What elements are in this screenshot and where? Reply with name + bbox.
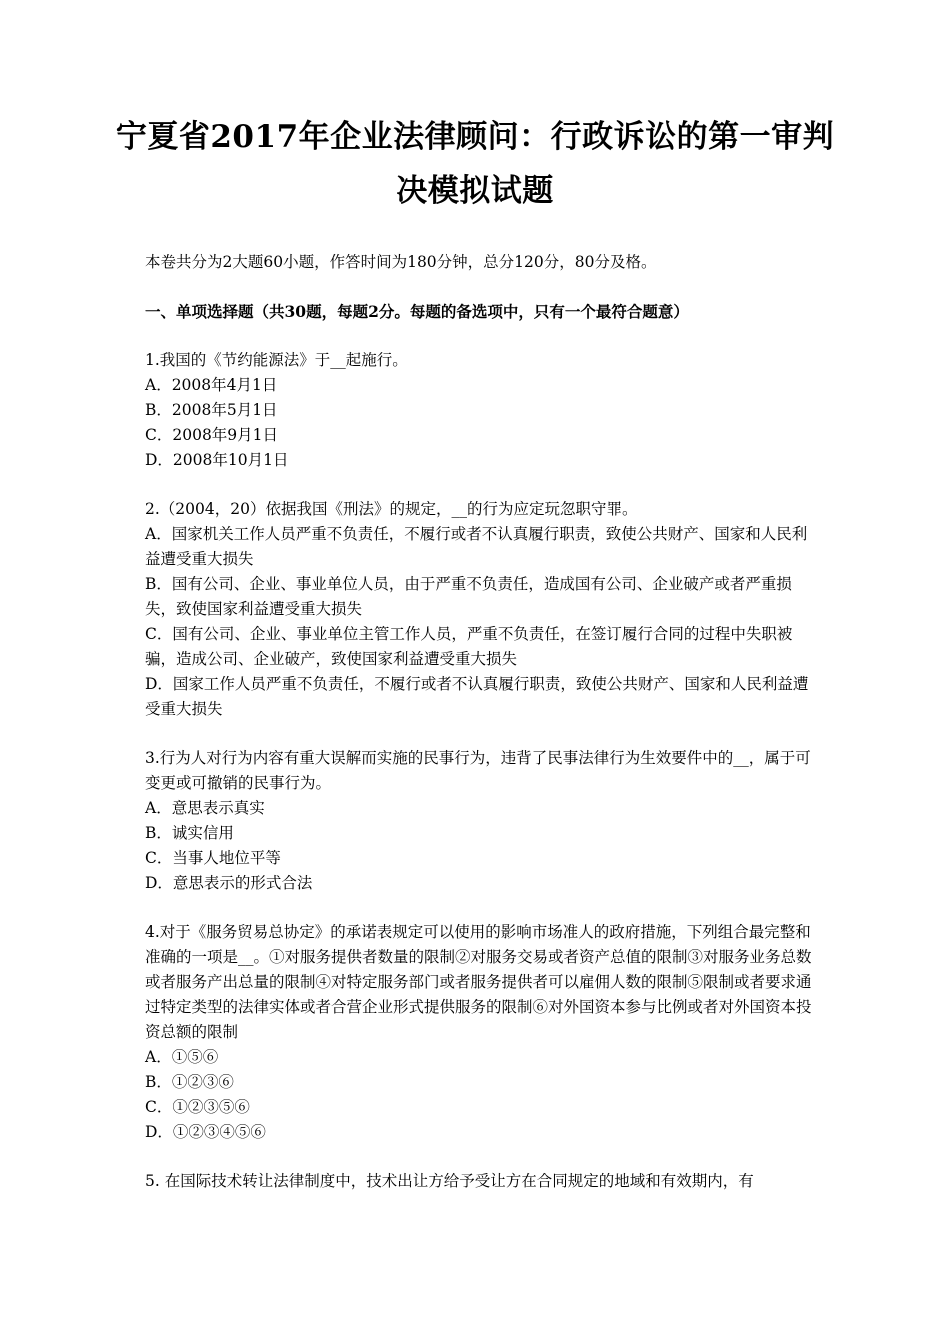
question-2 xyxy=(145,497,815,722)
option-d: D．国家工作人员严重不负责任，不履行或者不认真履行职责，致使公共财产、国家和人民利益遭受重大损失 xyxy=(145,675,809,718)
option-b: B．2008年5月1日 xyxy=(145,401,278,419)
document-title xyxy=(100,110,850,218)
question-stem: 1.我国的《节约能源法》于__起施行。 xyxy=(145,351,408,369)
option-a: A．国家机关工作人员严重不负责任，不履行或者不认真履行职责，致使公共财产、国家和人民利益遭受重大损失 xyxy=(145,525,808,568)
option-a: A．意思表示真实 xyxy=(145,799,265,817)
option-c: C．2008年9月1日 xyxy=(145,426,279,444)
question-4 xyxy=(145,920,815,1145)
question-5 xyxy=(145,1169,815,1194)
exam-intro: 本卷共分为2大题60小题，作答时间为180分钟，总分120分，80分及格。 xyxy=(145,253,657,271)
title-line-2: 决模拟试题 xyxy=(396,173,554,209)
section-heading: 一、单项选择题（共30题，每题2分。每题的备选项中，只有一个最符合题意） xyxy=(145,302,689,321)
option-c: C．当事人地位平等 xyxy=(145,849,281,867)
option-a: A．①⑤⑥ xyxy=(145,1048,219,1066)
question-stem: 2.（2004，20）依据我国《刑法》的规定，__的行为应定玩忽职守罪。 xyxy=(145,500,638,518)
option-b: B．国有公司、企业、事业单位人员，由于严重不负责任，造成国有公司、企业破产或者严重损失，致使国家利益遭受重大损失 xyxy=(145,575,792,618)
option-b: B．诚实信用 xyxy=(145,824,234,842)
option-d: D．①②③④⑤⑥ xyxy=(145,1123,266,1141)
option-b: B．①②③⑥ xyxy=(145,1073,234,1091)
option-d: D．2008年10月1日 xyxy=(145,451,289,469)
question-stem: 4.对于《服务贸易总协定》的承诺表规定可以使用的影响市场准人的政府措施，下列组合最完整和准确的一项是__。①对服务提供者数量的限制②对服务交易或者资产总值的限制③对服务业务总数或者服务产出总量的限制④对特定服务部门或者服务提供者可以雇佣人数的限制⑤限制或者要求通过特定类型的法律实体或者合营企业形式提供服务的限制⑥对外国资本参与比例或者对外国资本投资总额的限制 xyxy=(145,923,812,1041)
question-stem: 3.行为人对行为内容有重大误解而实施的民事行为，违背了民事法律行为生效要件中的__，属于可变更或可撤销的民事行为。 xyxy=(145,749,811,792)
question-1 xyxy=(145,348,815,473)
option-d: D．意思表示的形式合法 xyxy=(145,874,313,892)
title-line-1: 宁夏省2017年企业法律顾问：行政诉讼的第一审判 xyxy=(115,119,835,155)
question-stem: 5. 在国际技术转让法律制度中，技术出让方给予受让方在合同规定的地域和有效期内，有 xyxy=(145,1172,754,1190)
option-c: C．①②③⑤⑥ xyxy=(145,1098,250,1116)
option-c: C．国有公司、企业、事业单位主管工作人员，严重不负责任，在签订履行合同的过程中失职被骗，造成公司、企业破产，致使国家利益遭受重大损失 xyxy=(145,625,793,668)
question-3 xyxy=(145,746,815,896)
option-a: A．2008年4月1日 xyxy=(145,376,278,394)
document-body xyxy=(145,250,815,1218)
